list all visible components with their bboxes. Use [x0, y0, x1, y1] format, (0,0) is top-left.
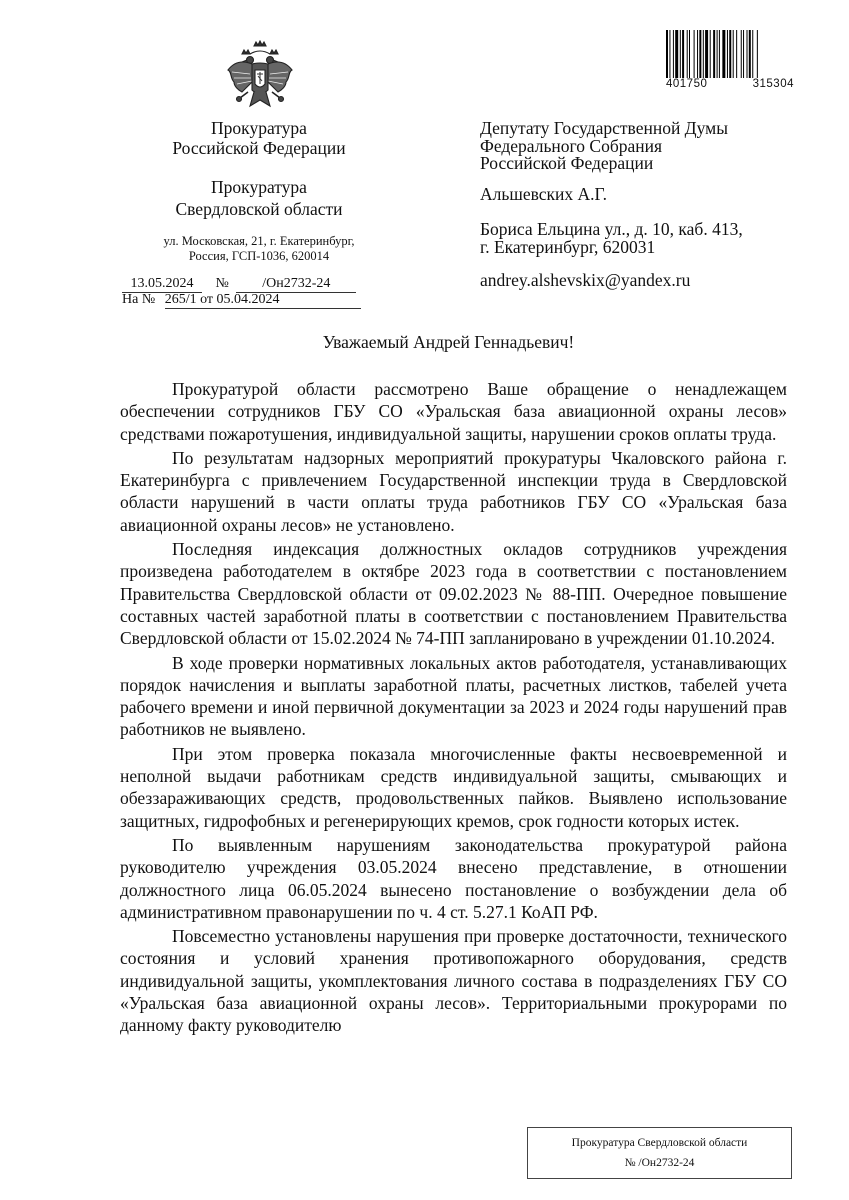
sender-org-line1: Прокуратура	[211, 118, 307, 138]
paragraph: По выявленным нарушениям законодательства прокуратурой района руководителю учреждения 03.05.2024 внесено представление, в отношении должностного лица 06.05.2024 вынесено постановление о возбуждении дела об административном правонарушении по ч. 4 ст. 5.27.1 КоАП РФ.	[120, 834, 787, 922]
addressee-line1: Депутату Государственной Думы	[480, 118, 728, 138]
coat-of-arms-emblem	[224, 40, 296, 116]
addressee-address-line2: г. Екатеринбург, 620031	[480, 236, 656, 257]
sender-org	[130, 118, 388, 158]
paragraph: Повсеместно установлены нарушения при проверке достаточности, технического состояния и условий хранения противопожарного оборудования, средств индивидуальной защиты, укомплектования личного состава в подразделениях ГБУ СО «Уральская база авиационной охраны лесов». Территориальными прокурорами по данному факту руководителю	[120, 926, 787, 1036]
paragraph: Прокуратурой области рассмотрено Ваше обращение о ненадлежащем обеспечении сотрудников ГБУ СО «Уральская база авиационной охраны лесов» средствами пожаротушения, индивидуальной защиты, нарушении сроков оплаты труда.	[120, 379, 787, 444]
addressee-address-line1: Бориса Ельцина ул., д. 10, каб. 413,	[480, 219, 743, 239]
addressee-name: Альшевских А.Г.	[480, 184, 608, 204]
barcode	[666, 30, 794, 78]
barcode-numbers	[666, 78, 794, 90]
barcode-right-number: 315304	[752, 78, 794, 90]
registration-line	[122, 276, 372, 293]
paragraph: По результатам надзорных мероприятий прокуратуры Чкаловского района г. Екатеринбурга с привлечением Государственной инспекции труда в Свердловской области нарушений в части оплаты труда работников ГБУ СО «Уральская база авиационной охраны лесов» не установлено.	[120, 447, 787, 535]
stamp-line2: № /Он2732-24	[624, 1157, 695, 1169]
sender-address-line2: Россия, ГСП-1036, 620014	[188, 249, 330, 263]
paragraph: Последняя индексация должностных окладов сотрудников учреждения произведена работодателем в октябре 2023 года в соответствии с постановлением Правительства Свердловской области от 09.02.2023 № 88-ПП. Очередное повышение составных частей заработной платы в соответствии с постановлением Правительства Свердловской области от 15.02.2024 № 74-ПП запланировано в учреждении 01.10.2024.	[120, 539, 787, 649]
paragraph: При этом проверка показала многочисленные факты несвоевременной и неполной выдачи работникам средств индивидуальной защиты, смывающих и обеззараживающих средств, продовольственных пайков. Выявлено использование защитных, гидрофобных и регенерирующих кремов, срок годности которых истек.	[120, 743, 787, 831]
stamp-line1: Прокуратура Свердловской области	[571, 1137, 748, 1149]
sender-dept	[130, 177, 388, 219]
reference-label: На №	[122, 292, 156, 307]
registration-number: /Он2732-24	[236, 276, 356, 293]
addressee-line2: Федерального Собрания	[480, 135, 663, 156]
barcode-left-number: 401750	[666, 78, 708, 90]
greeting: Уважаемый Андрей Геннадьевич!	[322, 332, 575, 352]
sender-address	[130, 234, 388, 264]
registration-no-label: №	[215, 276, 229, 291]
registration-date: 13.05.2024	[122, 276, 202, 293]
reference-line	[122, 292, 372, 309]
sender-dept-line1: Прокуратура	[211, 177, 307, 197]
addressee-title	[480, 120, 800, 173]
sender-dept-line2: Свердловской области	[175, 199, 343, 219]
reference-value: 265/1 от 05.04.2024	[165, 292, 361, 309]
letter-body	[120, 378, 787, 1039]
sender-org-line2: Российской Федерации	[172, 138, 346, 158]
paragraph: В ходе проверки нормативных локальных актов работодателя, устанавливающих порядок начисления и выплаты заработной платы, расчетных листков, табелей учета рабочего времени и иной первичной документации за 2023 и 2024 годы нарушений прав работников не выявлено.	[120, 652, 787, 740]
sender-address-line1: ул. Московская, 21, г. Екатеринбург,	[163, 234, 355, 248]
addressee-line3: Российской Федерации	[480, 153, 654, 173]
registration-stamp	[527, 1127, 792, 1179]
addressee-email: andrey.alshevskix@yandex.ru	[480, 270, 691, 290]
addressee-address	[480, 221, 800, 256]
